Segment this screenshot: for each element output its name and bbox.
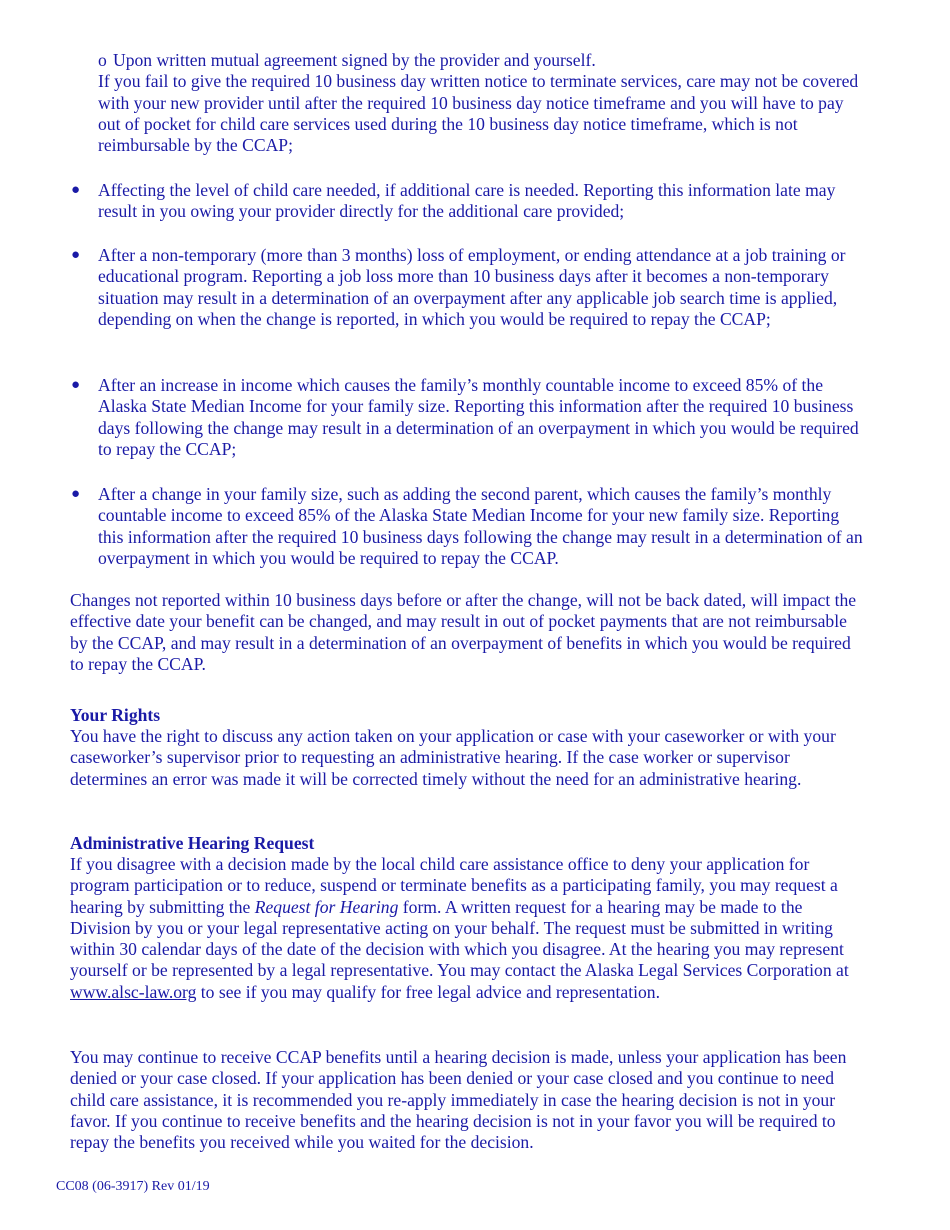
list-item [71,245,868,330]
your-rights-paragraph: You have the right to discuss any action taken on your application or case with your caseworker or with your caseworker’s supervisor prior to requesting an administrative hearing. If the case worker or supervisor determines an error was made it will be corrected timely without the need for an administrative hearing. [70,726,836,789]
list-item [71,180,868,223]
hearing-text-1: If you disagree with a decision made by the local child care assistance office to deny your application for program participation or to reduce, suspend or terminate benefits as a participating family, you may request a hearing by submitting the [70,854,838,917]
changes-paragraph: Changes not reported within 10 business days before or after the change, will not be back dated, will impact the effective date your benefit can be changed, and may result in out of pocket payments that are not reimbursable by the CCAP, and may result in a determination of an overpayment of benefits in which you would be required to repay the CCAP. [70,590,857,674]
bullet-list [71,484,868,569]
hearing-text-2: form. A written request for a hearing may be made to the Division by you or your legal representative acting on your behalf. The request must be submitted in writing within 30 calendar days of the date of the decision with which you disagree. At the hearing you may represent yourself or be represented by a legal representative. You may contact the Alaska Legal Services Corporation at [70,896,849,981]
bullet-icon: ● [71,377,81,393]
circle-bullet-icon: o [98,50,107,70]
list-item-text: After a change in your family size, such as adding the second parent, which causes the family’s monthly countable income to exceed 85% of the Alaska State Median Income for your new family size. Reporting this information after the required 10 business days following the change may result in a determination of an overpayment in which you would be required to repay the CCAP. [98,484,863,568]
hearing-request-paragraph [70,854,865,1003]
list-item [71,484,868,569]
continue-benefits-paragraph: You may continue to receive CCAP benefits until a hearing decision is made, unless your application has been denied or your case closed. If your application has been denied or your case closed and you continue to need child care assistance, it is recommended you re-apply immediately in case the hearing decision is not in your favor. If you continue to receive benefits and the hearing decision is not in your favor you will be required to repay the benefits you received while you waited for the decision. [70,1047,847,1153]
list-item-text: After an increase in income which causes the family’s monthly countable income to exceed 85% of the Alaska State Median Income for your family size. Reporting this information after the required 10 business days following the change may result in a determination of an overpayment in which you would be required to repay the CCAP; [98,375,859,459]
bullet-icon: ● [71,182,81,198]
sub-item-line [98,50,868,71]
list-item-text: After a non-temporary (more than 3 months) loss of employment, or ending attendance at a job training or educational program. Reporting a job loss more than 10 business days after it becomes a non-temporary situation may result in a determination of an overpayment after any applicable job search time is applied, depending on when the change is reported, in which you would be required to repay the CCAP; [98,245,846,329]
your-rights-heading: Your Rights [70,705,161,725]
list-item [71,375,868,460]
hearing-request-heading: Administrative Hearing Request [70,833,315,853]
bullet-icon: ● [71,247,81,263]
sub-item-text: Upon written mutual agreement signed by the provider and yourself. [113,50,596,70]
sub-item-continuation: If you fail to give the required 10 business day written notice to terminate services, care may not be covered with your new provider until after the required 10 business day notice timeframe and you will have to pay out of pocket for child care services used during the 10 business day notice timeframe, which is not reimbursable by the CCAP; [98,71,859,156]
bullet-list [71,180,868,223]
form-footer: CC08 (06-3917) Rev 01/19 [56,1179,210,1194]
bullet-icon: ● [71,486,81,502]
alsc-law-link[interactable]: www.alsc-law.org [70,981,197,1002]
sub-item-mutual-agreement [98,50,868,156]
bullet-list [71,375,868,460]
hearing-text-3: to see if you may qualify for free legal advice and representation. [196,981,660,1002]
request-for-hearing-form-name: Request for Hearing [254,896,399,917]
bullet-list [71,245,868,330]
list-item-text: Affecting the level of child care needed, if additional care is needed. Reporting this information late may result in you owing your provider directly for the additional care provided; [98,180,836,222]
